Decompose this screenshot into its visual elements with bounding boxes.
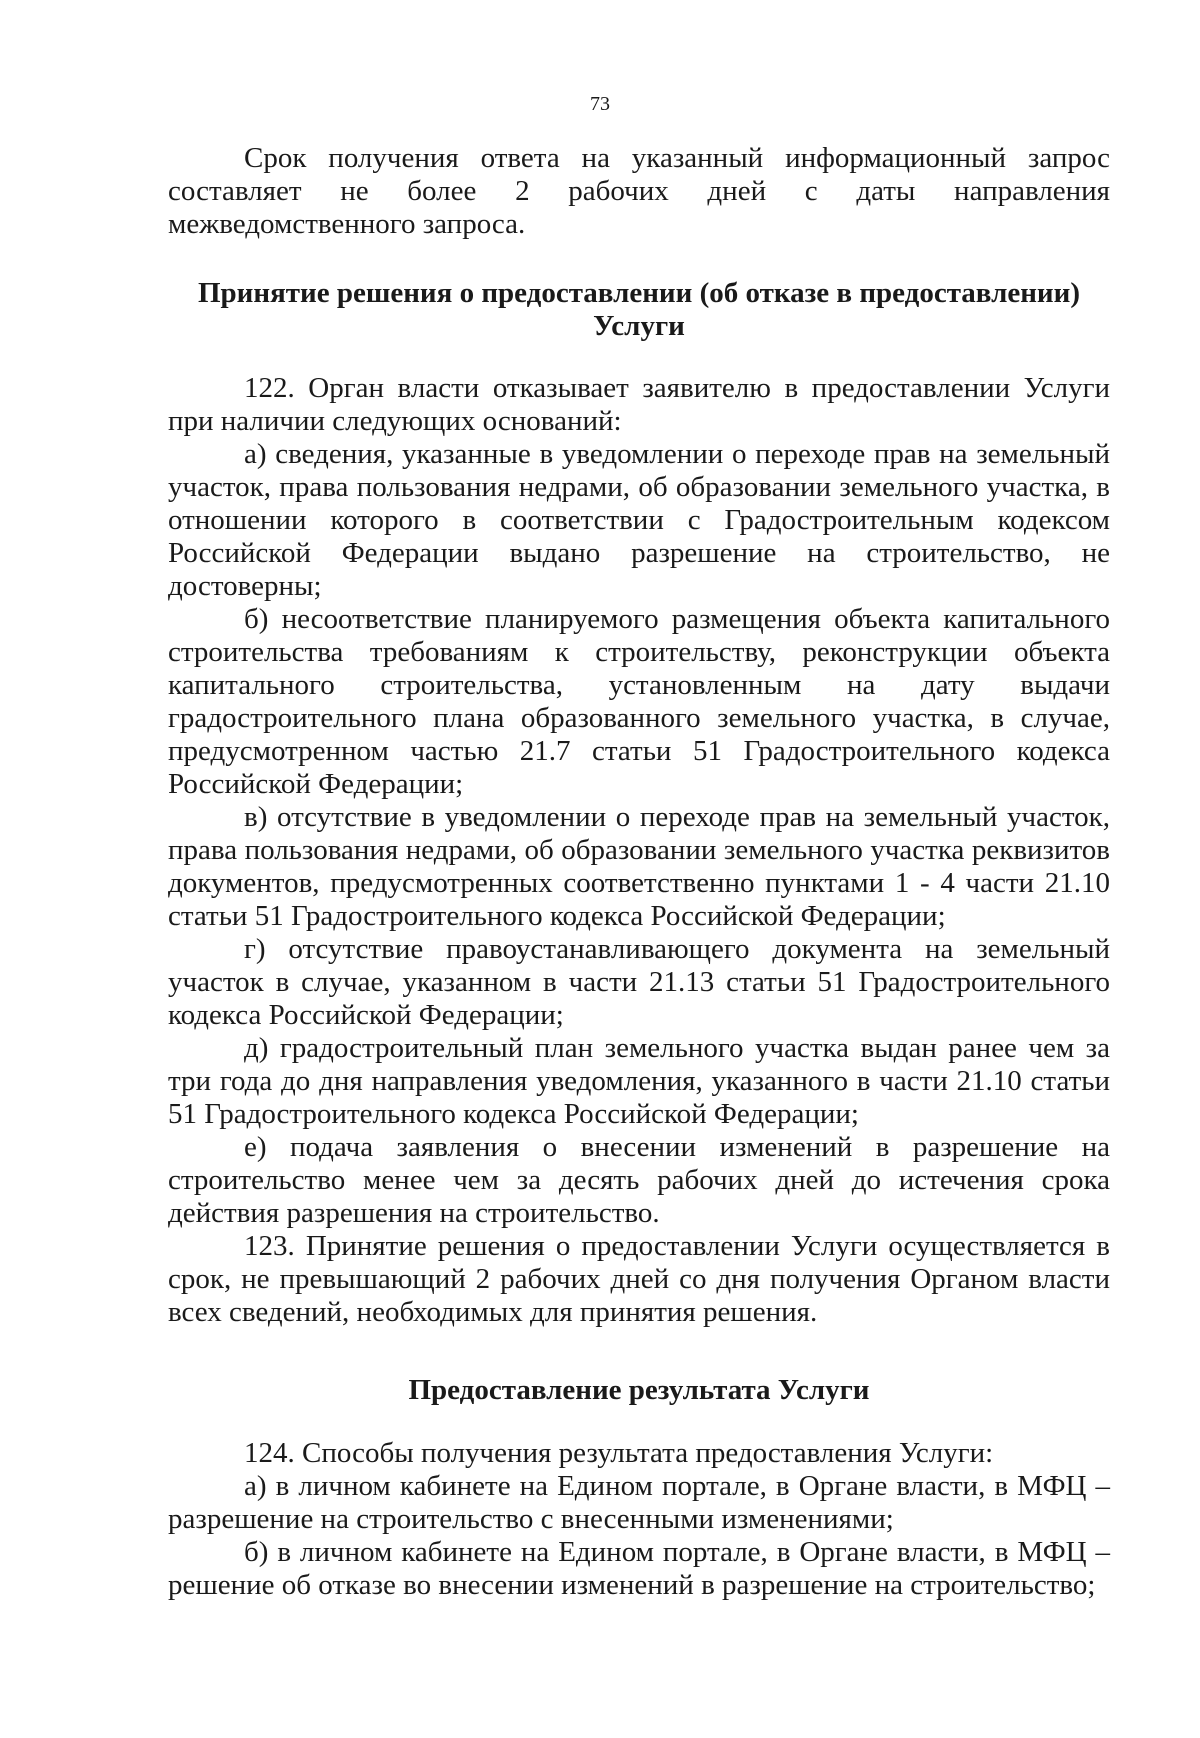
section-heading-result: Предоставление результата Услуги bbox=[408, 1374, 870, 1406]
paragraph-124: 124. Способы получения результата предоставления Услуги: bbox=[244, 1437, 994, 1469]
intro-paragraph: Срок получения ответа на указанный информационный запрос составляет не более 2 рабочих дней с даты направления межведомственного запроса. bbox=[168, 142, 1110, 240]
paragraph-122-item-v: в) отсутствие в уведомлении о переходе прав на земельный участок, права пользования недрами, об образовании земельного участка реквизитов документов, предусмотренных соответственно пунктами 1 - 4 части 21.10 статьи 51 Градостроительного кодекса Российской Федерации; bbox=[168, 801, 1110, 932]
paragraph-122-item-a: а) сведения, указанные в уведомлении о переходе прав на земельный участок, права пользования недрами, об образовании земельного участка, в отношении которого в соответствии с Градостроительным кодексом Российской Федерации выдано разрешение на строительство, не достоверны; bbox=[168, 438, 1110, 602]
paragraph-122-item-d: д) градостроительный план земельного участка выдан ранее чем за три года до дня направления уведомления, указанного в части 21.10 статьи 51 Градостроительного кодекса Российской Федерации; bbox=[168, 1032, 1110, 1130]
paragraph-122: 122. Орган власти отказывает заявителю в предоставлении Услуги при наличии следующих оснований: bbox=[168, 372, 1110, 437]
paragraph-123: 123. Принятие решения о предоставлении Услуги осуществляется в срок, не превышающий 2 рабочих дней со дня получения Органом власти всех сведений, необходимых для принятия решения. bbox=[168, 1230, 1110, 1328]
result-section-body bbox=[168, 1437, 1110, 1602]
section-heading-decision: Принятие решения о предоставлении (об отказе в предоставлении) Услуги bbox=[198, 277, 1080, 342]
section-heading-result-block bbox=[168, 1374, 1110, 1407]
paragraph-122-item-e: е) подача заявления о внесении изменений в разрешение на строительство менее чем за десять рабочих дней до истечения срока действия разрешения на строительство. bbox=[168, 1131, 1110, 1229]
paragraph-124-item-a: а) в личном кабинете на Едином портале, в Органе власти, в МФЦ – разрешение на строительство с внесенными изменениями; bbox=[168, 1470, 1110, 1535]
intro-block bbox=[168, 142, 1110, 241]
paragraph-124-item-b: б) в личном кабинете на Едином портале, в Органе власти, в МФЦ – решение об отказе во внесении изменений в разрешение на строительство; bbox=[168, 1536, 1110, 1601]
section-heading-decision-block bbox=[168, 277, 1110, 343]
paragraph-122-item-b: б) несоответствие планируемого размещения объекта капитального строительства требованиям к строительству, реконструкции объекта капитального строительства, установленным на дату выдачи градостроительного плана образованного земельного участка, в случае, предусмотренном частью 21.7 статьи 51 Градостроительного кодекса Российской Федерации; bbox=[168, 603, 1110, 800]
page-number: 73 bbox=[590, 93, 610, 115]
paragraph-122-item-g: г) отсутствие правоустанавливающего документа на земельный участок в случае, указанном в части 21.13 статьи 51 Градостроительного кодекса Российской Федерации; bbox=[168, 933, 1110, 1031]
decision-section-body bbox=[168, 372, 1110, 1329]
